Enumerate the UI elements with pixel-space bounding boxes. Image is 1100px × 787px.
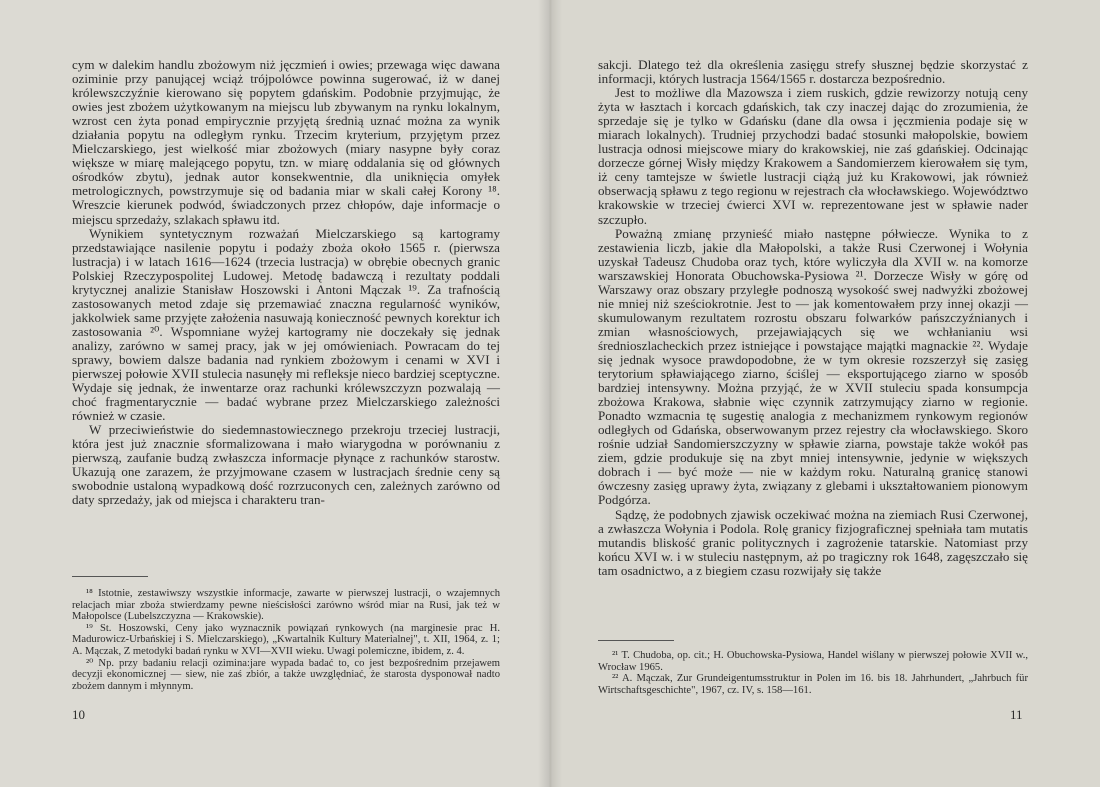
right-paragraph-2: Jest to możliwe dla Mazowsza i ziem ruskich, gdzie rewizorzy notują ceny żyta w łasztach i korcach gdańskich, tak czy inaczej dając do zrozumienia, że sprzedaje się je tylko w Gdańsku (dane dla owsa i jęczmienia podaje się w miarach lokalnych). Trudniej przychodzi badać stosunki małopolskie, bowiem lustracja odnosi miejscowe miary do krakowskiej, nie zaś gdańskiej. Odcinając dorzecze górnej Wisły między Krakowem a Sandomierzem kierowałem się tym, iż ceny tamtejsze w świetle lustracji ciążą już ku Krakowowi, jak również obserwacją spławu z tego regionu w rejestrach cła włocławskiego. Województwo krakowskie w trzeciej ćwierci XVI w. reprezentowane jest w spławie nader szczupło. bbox=[598, 85, 1028, 227]
right-footnote-rule bbox=[598, 640, 674, 641]
book-gutter bbox=[538, 0, 562, 787]
right-paragraph-4: Sądzę, że podobnych zjawisk oczekiwać można na ziemiach Rusi Czerwonej, a zwłaszcza Wołynia i Podola. Rolę granicy fizjograficznej spełniała tam mutatis mutandis bliskość granic politycznych i zagrożenie tatarskie. Natomiast przy końcu XVI w. i w stuleciu następnym, aż po tragiczny rok 1648, zagęszczało się tam osadnictwo, a z biegiem czasu rozwijały się także bbox=[598, 506, 1028, 578]
footnote-18: ¹⁸ Istotnie, zestawiwszy wszystkie informacje, zawarte w pierwszej lustracji, o wzajemnych relacjach miar zboża stwierdzamy pewne nieścisłości zarówno wśród miar na Rusi, jak też w Małopolsce (Lubelszczyzna — Krakowskie). bbox=[72, 588, 500, 623]
footnote-20: ²⁰ Np. przy badaniu relacji ozimina:jare wypada badać to, co jest bezpośrednim przejawem decyzji ekonomicznej — siew, nie zaś zbiór, a także uwzględniać, że starosta dysponował nadto zbożem dannym i młynnym. bbox=[72, 657, 500, 692]
footnote-22: ²² A. Mączak, Zur Grundeigentumsstruktur in Polen im 16. bis 18. Jahrhundert, „Jahrbuch für Wirtschaftsgeschichte", 1967, cz. IV, s. 158—161. bbox=[598, 673, 1028, 696]
right-paragraph-1: sakcji. Dlatego też dla określenia zasięgu strefy słusznej będzie skorzystać z informacji, których lustracja 1564/1565 r. dostarcza bezpośrednio. bbox=[598, 57, 1028, 87]
left-paragraph-1: cym w dalekim handlu zbożowym niż jęczmień i owies; przewaga więc dawana oziminie przy panującej wciąż trójpolówce powinna sugerować, iż w danej królewszczyźnie kierowano się popytem gdańskim. Podobnie przyjmując, że owies jest zbożem użytkowanym na miejscu lub zbywanym na rynku lokalnym, wzrost cen żyta ponad empirycznie przyjętą średnią uznać można za wynik działania popytu na odległym rynku. Trzecim kryterium, przyjętym przez Mielczarskiego, jest wielkość miar zbożowych (miary nasypne były coraz większe w miarę malejącego popytu, tzn. w miarę oddalania się od głównych ośrodków zbytu), jednak autor konsekwentnie, dla uniknięcia omyłek metrologicznych, powstrzymuje się od badania miar w skali całej Korony ¹⁸. Wreszcie kierunek podwód, świadczonych przez chłopów, daje informacje o miejscu sprzedaży, szlakach spławu itd. bbox=[72, 57, 500, 227]
footnote-21: ²¹ T. Chudoba, op. cit.; H. Obuchowska-Pysiowa, Handel wiślany w pierwszej połowie XVII w., Wrocław 1965. bbox=[598, 650, 1028, 673]
right-page bbox=[550, 0, 1100, 787]
footnote-19: ¹⁹ St. Hoszowski, Ceny jako wyznacznik powiązań rynkowych (na marginesie prac H. Madurowicz-Urbańskiej i S. Mielczarskiego), „Kwartalnik Kultury Materialnej", t. XII, 1964, z. 1; A. Mączak, Z metodyki badań rynku w XVI—XVII wieku. Uwagi polemiczne, ibidem, z. 4. bbox=[72, 622, 500, 657]
left-body-text bbox=[72, 58, 500, 508]
right-page-number: 11 bbox=[1010, 707, 1023, 722]
right-body-text bbox=[598, 58, 1028, 578]
right-paragraph-3: Poważną zmianę przynieść miało następne półwiecze. Wynika to z zestawienia liczb, jakie dla Małopolski, a także Rusi Czerwonej i Wołynia uzyskał Tadeusz Chudoba oraz tych, które wyliczyła dla XVII w. na komorze warszawskiej Honorata Obuchowska-Pysiowa ²¹. Dorzecze Wisły w górę od Warszawy oraz obszary przyległe podnoszą wysokość swej nadwyżki zbożowej nie mniej niż sześciokrotnie. Jest to — jak komentowałem przy innej okazji — skumulowanym rezultatem rozrostu obszaru folwarków pańszczyźnianych i zmian własnościowych, przejawiających się we wchłanianiu wsi średnioszlacheckich przez istniejące i powstające majątki magnackie ²². Wydaje się jednak wysoce prawdopodobne, że w tym okresie rozszerzył się zasięg terytorium spławiającego ziarno, ściślej — eksportującego ziarno w sposób bardziej intensywny. Można przyjąć, że w XVII stuleciu spada konsumpcja zbożowa Krakowa, słabnie więc czynnik zatrzymujący ziarno w regionie. Ponadto wzmacnia tę sugestię analogia z mechanizmem rynkowym regionów odległych od Gdańska, obserwowanym przez rejestry cła włocławskiego. Skoro rośnie udział Sandomierszczyzny w spławie ziarna, powstaje także wokół pas ziem, gdzie produkuje się na zbyt mniej intensywnie, jedynie w większych dobrach i — być może — nie w każdym roku. Naturalną granicę stanowi ówczesny zasięg uprawy żyta, związany z glebami i ukształtowaniem pionowym Podgórza. bbox=[598, 225, 1028, 508]
left-page-number: 10 bbox=[72, 707, 85, 722]
right-footnotes bbox=[598, 650, 1028, 696]
left-footnote-rule bbox=[72, 576, 148, 577]
left-paragraph-2: Wynikiem syntetycznym rozważań Mielczarskiego są kartogramy przedstawiające nasilenie popytu i podaży zboża około 1565 r. (pierwsza lustracja) i w latach 1616—1624 (trzecia lustracja) w obrębie obecnych granic Polskiej Rzeczypospolitej Ludowej. Metodę badawczą i rezultaty poddali krytycznej analizie Stanisław Hoszowski i Antoni Mączak ¹⁹. Za trafnością zastosowanych metod zdaje się przemawiać znaczna regularność wyników, jakkolwiek same przyjęte założenia nasuwają konieczność pewnych korektur ich zastosowania ²⁰. Wspomniane wyżej kartogramy nie doczekały się jednak analizy, zarówno w samej pracy, jak w jej omówieniach. Powracam do tej sprawy, bowiem dalsze badania nad rynkiem zbożowym i cenami w XVI i pierwszej połowie XVII stulecia nasunęły mi refleksje nieco bardziej sceptyczne. Wydaje się jednak, że inwentarze oraz rachunki królewszczyzn pozwalają — choć fragmentarycznie — badać wybrane przez Mielczarskiego zależności również w czasie. bbox=[72, 225, 500, 424]
left-paragraph-3: W przeciwieństwie do siedemnastowiecznego przekroju trzeciej lustracji, która jest już znacznie sformalizowana i mało wiarygodna w porównaniu z pierwszą, zaufanie budzą zwłaszcza informacje płynące z rachunków starostw. Ukazują one zarazem, że przyjmowane czasem w lustracjach średnie ceny są swobodnie ustaloną wypadkową dość rozrzuconych cen, zależnych zarówno od daty sprzedaży, jak od miejsca i charakteru tran- bbox=[72, 422, 500, 508]
left-footnotes bbox=[72, 588, 500, 692]
